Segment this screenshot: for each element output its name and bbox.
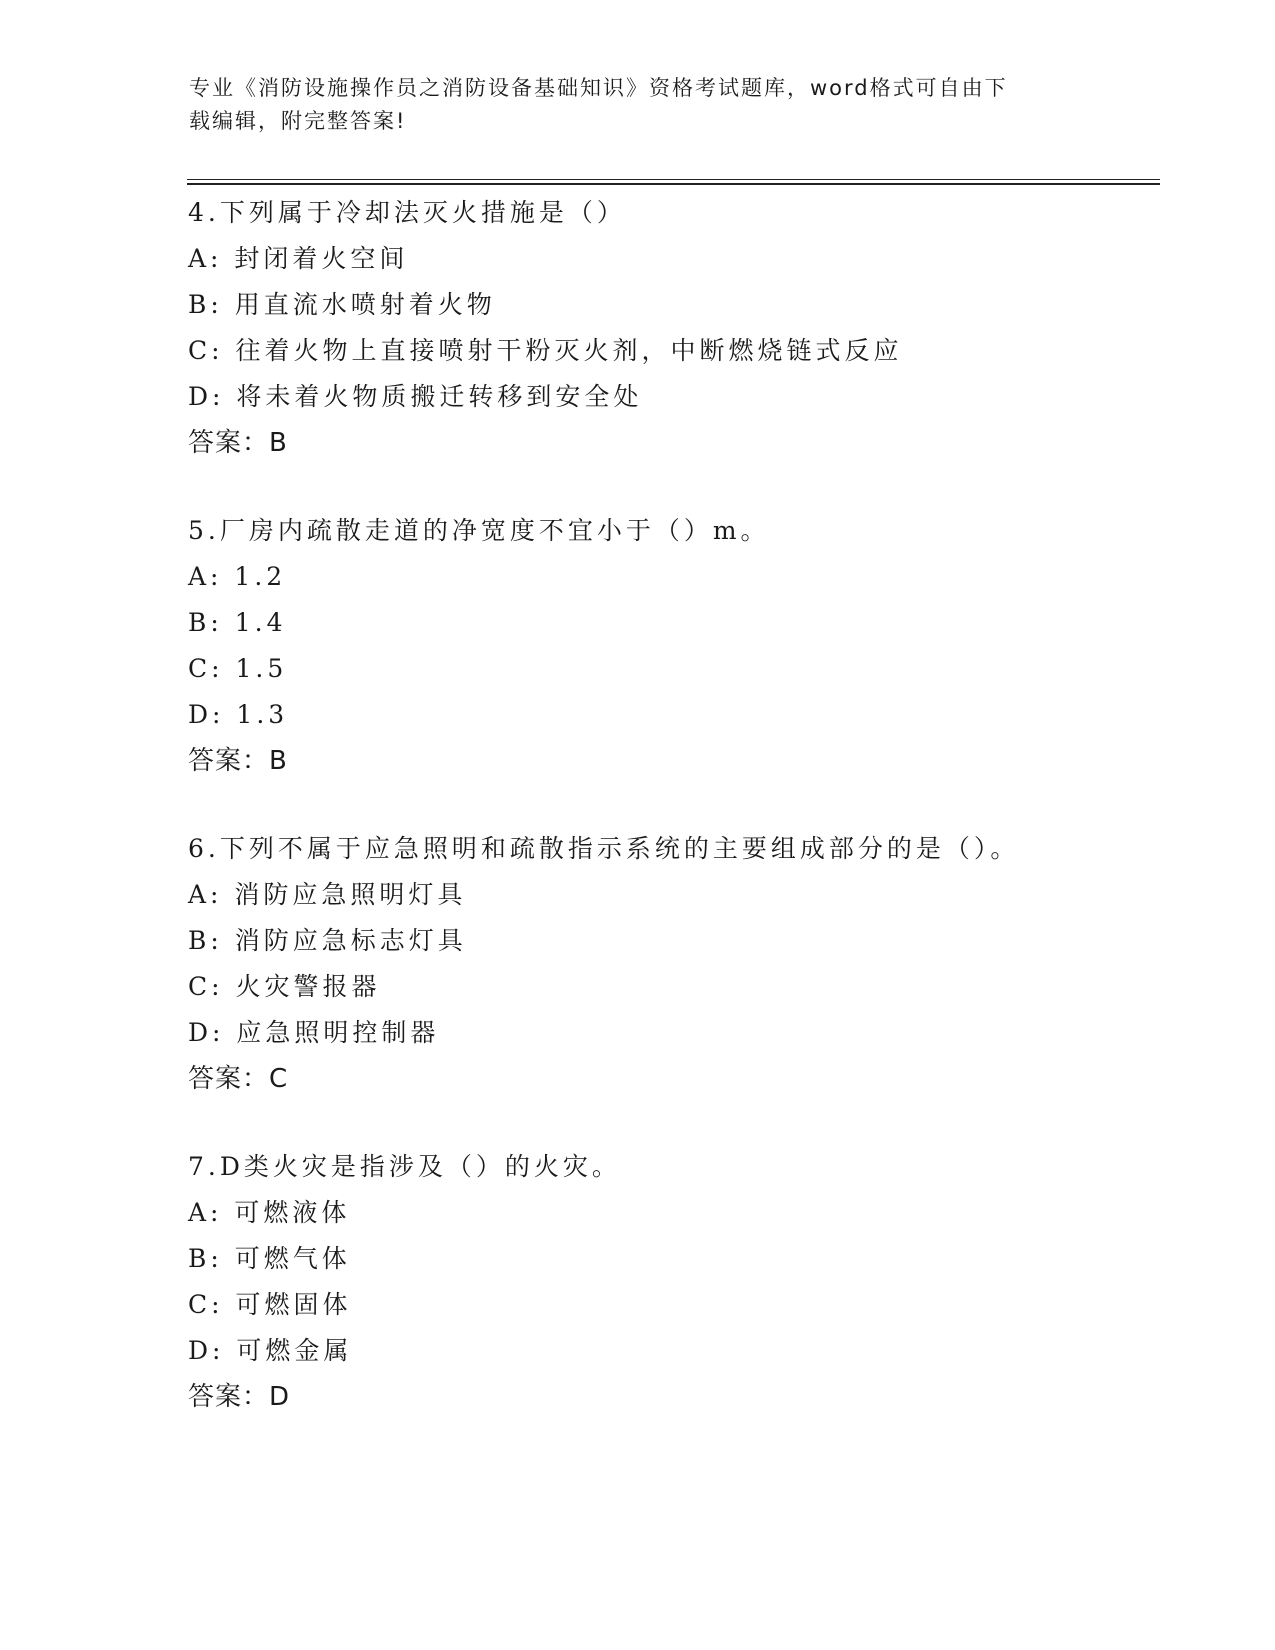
question-6: [188, 826, 1148, 1102]
option-c: C: 往着火物上直接喷射干粉灭火剂，中断燃烧链式反应: [188, 336, 903, 365]
option-d: D: 应急照明控制器: [188, 1018, 440, 1047]
option-a: A: 1.2: [188, 562, 287, 591]
option-b: B: 消防应急标志灯具: [188, 926, 467, 955]
option-d: D: 可燃金属: [188, 1336, 353, 1365]
answer-line: 答案：B: [188, 428, 288, 458]
answer-line: 答案：D: [188, 1382, 291, 1412]
question-4: [188, 190, 1148, 466]
option-d: D: 将未着火物质搬迁转移到安全处: [188, 382, 643, 411]
option-c: C: 1.5: [188, 654, 288, 683]
option-c: C: 可燃固体: [188, 1290, 352, 1319]
question-stem: 4.下列属于冷却法灭火措施是（）: [188, 198, 626, 227]
header-divider-thick: [187, 183, 1160, 185]
header-line-1: 专业《消防设施操作员之消防设备基础知识》资格考试题库，word格式可自由下: [189, 76, 1008, 100]
option-b: B: 1.4: [188, 608, 287, 637]
document-header: [189, 72, 1089, 138]
option-a: A: 消防应急照明灯具: [188, 880, 467, 909]
answer-line: 答案：C: [188, 1064, 289, 1094]
option-a: A: 可燃液体: [188, 1198, 351, 1227]
question-list: [188, 190, 1148, 1420]
question-stem: 6.下列不属于应急照明和疏散指示系统的主要组成部分的是（）。: [188, 834, 1020, 863]
header-line-2: 载编辑，附完整答案!: [189, 109, 407, 133]
question-7: [188, 1144, 1148, 1420]
option-d: D: 1.3: [188, 700, 289, 729]
option-b: B: 可燃气体: [188, 1244, 351, 1273]
question-stem: 5.厂房内疏散走道的净宽度不宜小于（）m。: [188, 516, 770, 545]
header-divider-thin: [187, 179, 1160, 180]
option-b: B: 用直流水喷射着火物: [188, 290, 496, 319]
question-stem: 7.D类火灾是指涉及（）的火灾。: [188, 1152, 621, 1181]
answer-line: 答案：B: [188, 746, 288, 776]
option-c: C: 火灾警报器: [188, 972, 381, 1001]
option-a: A: 封闭着火空间: [188, 244, 409, 273]
question-5: [188, 508, 1148, 784]
